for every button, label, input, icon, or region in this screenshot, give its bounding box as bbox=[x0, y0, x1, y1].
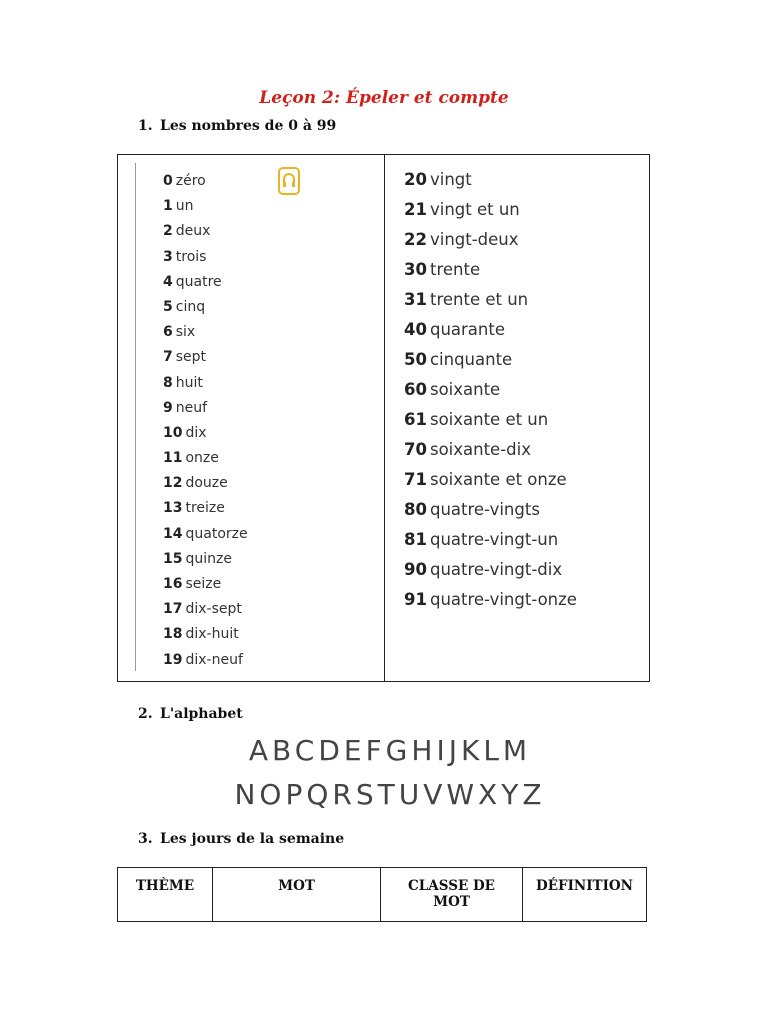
number-word: dix-sept bbox=[185, 601, 242, 618]
number-word: neuf bbox=[175, 399, 208, 416]
number-word: seize bbox=[185, 576, 222, 592]
number-item bbox=[163, 371, 248, 396]
table-header-row bbox=[118, 868, 647, 922]
number-digit: 21 bbox=[404, 200, 427, 219]
number-word: trente et un bbox=[429, 290, 529, 309]
left-margin-rule bbox=[135, 163, 136, 671]
number-item bbox=[404, 585, 577, 615]
number-item bbox=[404, 255, 577, 285]
number-digit: 14 bbox=[163, 525, 183, 542]
number-item bbox=[404, 495, 577, 525]
number-digit: 4 bbox=[163, 273, 173, 290]
section-heading-days bbox=[138, 831, 344, 847]
section-heading-alphabet bbox=[138, 706, 243, 722]
number-digit: 8 bbox=[163, 374, 173, 391]
number-word: zéro bbox=[175, 173, 206, 189]
number-item bbox=[404, 165, 577, 195]
number-item bbox=[163, 522, 248, 547]
header-classe-de-mot: CLASSE DE MOT bbox=[381, 868, 523, 922]
number-word: treize bbox=[185, 500, 225, 517]
number-item bbox=[404, 285, 577, 315]
number-digit: 81 bbox=[404, 530, 427, 549]
alphabet-line-2: NOPQRSTUVWXYZ bbox=[234, 778, 546, 811]
headphones-icon[interactable] bbox=[278, 167, 300, 195]
number-digit: 2 bbox=[163, 223, 173, 240]
number-item bbox=[404, 345, 577, 375]
number-word: soixante et onze bbox=[429, 470, 567, 489]
section-title: Les jours de la semaine bbox=[160, 831, 345, 847]
number-digit: 1 bbox=[163, 198, 173, 215]
number-digit: 11 bbox=[163, 450, 183, 467]
number-digit: 61 bbox=[404, 410, 427, 429]
number-word: deux bbox=[175, 223, 211, 240]
number-digit: 30 bbox=[404, 260, 427, 279]
number-item bbox=[163, 194, 248, 219]
numbers-list-0-19 bbox=[163, 169, 248, 673]
alphabet-line-1: ABCDEFGHIJKLM bbox=[248, 734, 532, 767]
section-number: 3. bbox=[138, 831, 153, 847]
number-digit: 50 bbox=[404, 350, 427, 369]
number-digit: 15 bbox=[163, 550, 183, 567]
lesson-title: Leçon 2: Épeler et compte bbox=[259, 88, 509, 108]
number-digit: 9 bbox=[163, 399, 173, 416]
number-item bbox=[404, 555, 577, 585]
number-word: cinquante bbox=[429, 350, 513, 369]
number-digit: 91 bbox=[404, 590, 427, 609]
number-item bbox=[404, 375, 577, 405]
number-word: un bbox=[175, 198, 194, 215]
number-word: quatre bbox=[175, 273, 222, 290]
number-digit: 31 bbox=[404, 290, 427, 309]
number-word: onze bbox=[185, 450, 219, 467]
number-digit: 18 bbox=[163, 626, 183, 643]
header-mot: MOT bbox=[213, 868, 381, 922]
number-digit: 0 bbox=[163, 173, 173, 189]
number-digit: 16 bbox=[163, 576, 183, 592]
number-item bbox=[404, 525, 577, 555]
number-item bbox=[404, 225, 577, 255]
number-word: vingt bbox=[429, 170, 472, 189]
number-word: sept bbox=[175, 349, 207, 366]
section-title: L'alphabet bbox=[160, 706, 243, 722]
number-word: vingt et un bbox=[429, 200, 520, 219]
header-definition: DÉFINITION bbox=[523, 868, 647, 922]
number-digit: 19 bbox=[163, 651, 183, 668]
number-item bbox=[404, 315, 577, 345]
number-word: dix-neuf bbox=[185, 651, 243, 668]
number-digit: 90 bbox=[404, 560, 427, 579]
number-word: cinq bbox=[175, 298, 206, 315]
number-item bbox=[404, 435, 577, 465]
number-item bbox=[404, 465, 577, 495]
number-item bbox=[163, 245, 248, 270]
number-word: soixante et un bbox=[429, 410, 549, 429]
number-digit: 10 bbox=[163, 424, 183, 441]
numbers-table bbox=[117, 154, 650, 682]
number-item bbox=[163, 295, 248, 320]
number-item bbox=[163, 320, 248, 345]
number-item bbox=[163, 471, 248, 496]
number-word: quatorze bbox=[185, 525, 248, 542]
number-word: huit bbox=[175, 374, 203, 391]
number-digit: 71 bbox=[404, 470, 427, 489]
number-word: trois bbox=[175, 248, 207, 265]
number-digit: 22 bbox=[404, 230, 427, 249]
number-item bbox=[163, 270, 248, 295]
number-word: quinze bbox=[185, 550, 232, 567]
number-item bbox=[163, 169, 248, 194]
number-item bbox=[163, 219, 248, 244]
number-word: quatre-vingt-onze bbox=[429, 590, 577, 609]
number-item bbox=[163, 421, 248, 446]
number-digit: 70 bbox=[404, 440, 427, 459]
number-item bbox=[163, 547, 248, 572]
number-digit: 13 bbox=[163, 500, 183, 517]
header-theme: THÈME bbox=[118, 868, 213, 922]
number-digit: 6 bbox=[163, 324, 173, 341]
number-word: trente bbox=[429, 260, 481, 279]
number-digit: 3 bbox=[163, 248, 173, 265]
number-digit: 17 bbox=[163, 601, 183, 618]
number-word: soixante bbox=[429, 380, 501, 399]
column-divider bbox=[384, 155, 385, 681]
number-digit: 7 bbox=[163, 349, 173, 366]
number-word: quarante bbox=[429, 320, 505, 339]
number-digit: 12 bbox=[163, 475, 183, 492]
number-digit: 60 bbox=[404, 380, 427, 399]
number-digit: 80 bbox=[404, 500, 427, 519]
number-word: vingt-deux bbox=[429, 230, 519, 249]
section-title: Les nombres de 0 à 99 bbox=[160, 118, 337, 134]
number-word: dix bbox=[185, 424, 207, 441]
number-item bbox=[163, 597, 248, 622]
number-word: douze bbox=[185, 475, 228, 492]
number-item bbox=[163, 396, 248, 421]
section-number: 2. bbox=[138, 706, 153, 722]
number-digit: 40 bbox=[404, 320, 427, 339]
section-number: 1. bbox=[138, 118, 153, 134]
number-word: quatre-vingts bbox=[429, 500, 540, 519]
numbers-list-20-91 bbox=[404, 165, 577, 615]
number-item bbox=[163, 572, 248, 597]
number-item bbox=[404, 195, 577, 225]
days-table bbox=[117, 867, 647, 922]
number-item bbox=[163, 345, 248, 370]
number-item bbox=[404, 405, 577, 435]
number-item bbox=[163, 446, 248, 471]
number-word: quatre-vingt-dix bbox=[429, 560, 563, 579]
number-digit: 20 bbox=[404, 170, 427, 189]
number-digit: 5 bbox=[163, 298, 173, 315]
number-word: six bbox=[175, 324, 196, 341]
number-word: dix-huit bbox=[185, 626, 239, 643]
number-word: quatre-vingt-un bbox=[429, 530, 559, 549]
number-item bbox=[163, 622, 248, 647]
number-item bbox=[163, 648, 248, 673]
number-item bbox=[163, 496, 248, 521]
number-word: soixante-dix bbox=[429, 440, 531, 459]
section-heading-numbers bbox=[138, 118, 336, 134]
